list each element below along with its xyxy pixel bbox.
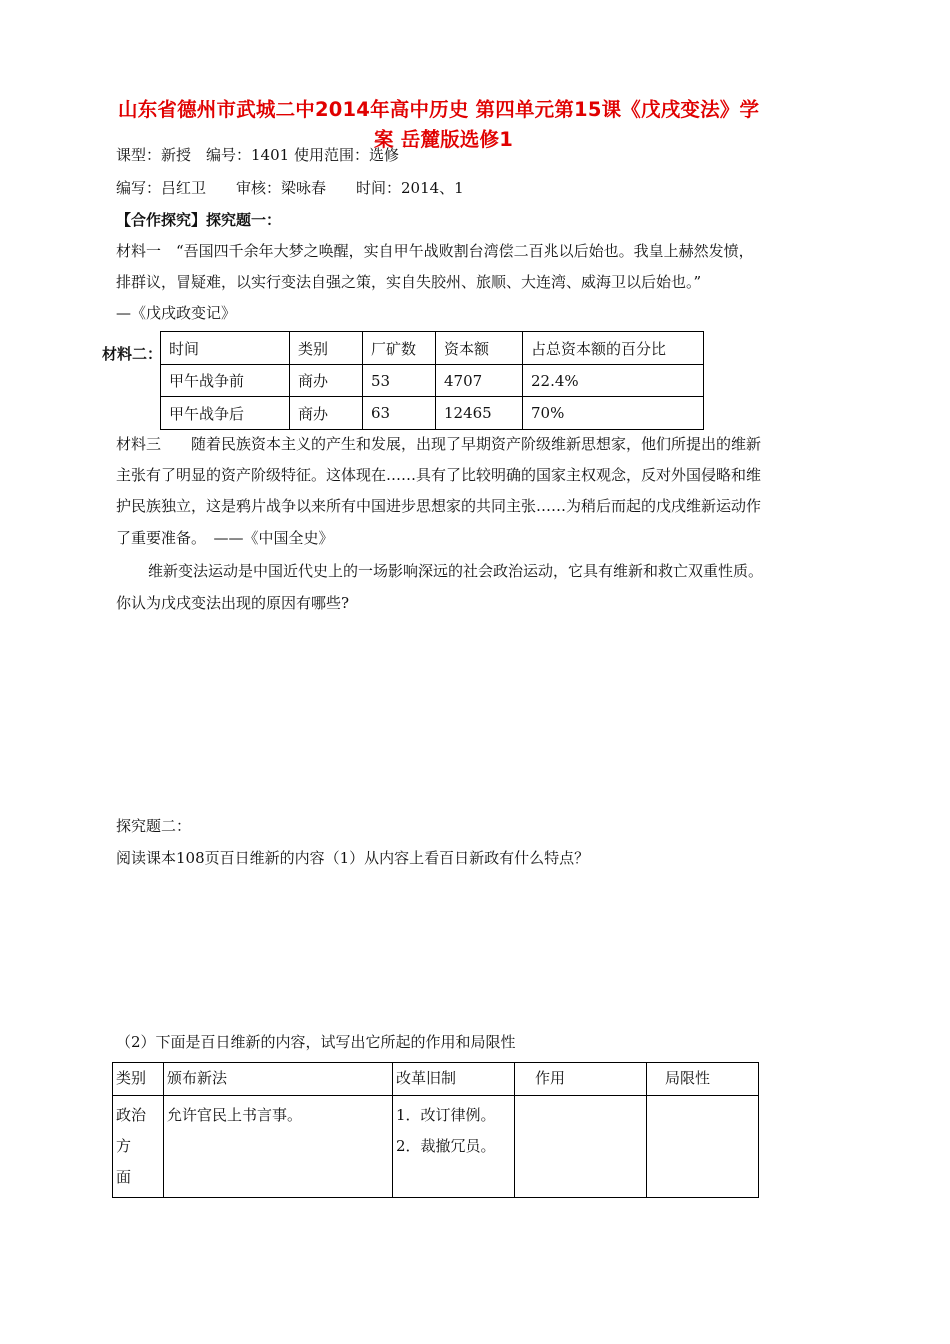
cell-category [113, 1096, 164, 1198]
reform-table [112, 1062, 759, 1198]
cell-limitation[interactable] [647, 1096, 759, 1198]
header-effect: 作用 [515, 1063, 647, 1096]
material3-line1: 材料三 随着民族资本主义的产生和发展，出现了早期资产阶级维新思想家，他们所提出的维新 [116, 435, 762, 453]
header-percentage: 占总资本额的百分比 [523, 332, 704, 365]
table-row [161, 365, 704, 397]
material3-line3: 护民族独立，这是鸦片战争以来所有中国进步思想家的共同主张……为稍后而起的戊戌维新运动作 [116, 497, 762, 515]
cell-category: 商办 [290, 365, 363, 397]
cell-capital: 4707 [436, 365, 523, 397]
question1-line1: 维新变法运动是中国近代史上的一场影响深远的社会政治运动，它具有维新和救亡双重性质。 [148, 562, 764, 580]
reform-item-1: 1．改订律例。 [396, 1106, 496, 1124]
material1-line1: 材料一 “吾国四千余年大梦之唤醒，实自甲午战败割台湾偿二百兆以后始也。我皇上赫然发愤， [116, 242, 754, 260]
material3-line4: 了重要准备。 ——《中国全史》 [116, 529, 334, 547]
header-category: 类别 [113, 1063, 164, 1096]
question2-heading: 探究题二： [116, 817, 192, 835]
question2-line1: 阅读课本108页百日维新的内容（1）从内容上看百日新政有什么特点？ [116, 849, 590, 867]
header-reform: 改革旧制 [393, 1063, 515, 1096]
header-category: 类别 [290, 332, 363, 365]
meta-line1: 课型：新授 编号：1401 使用范围：选修 [116, 146, 399, 164]
material1-line2: 排群议，冒疑难，以实行变法自强之策，实自失胶州、旅顺、大连湾、威海卫以后始也。” [116, 273, 702, 291]
reform-item-2: 2．裁撤冗员。 [396, 1137, 496, 1155]
header-time: 时间 [161, 332, 290, 365]
document-title-line1: 山东省德州市武城二中2014年高中历史 第四单元第15课《戊戌变法》学 [118, 98, 760, 121]
document-title-line2: 案 岳麓版选修1 [374, 128, 513, 151]
cell-time: 甲午战争前 [161, 365, 290, 397]
meta-line2: 编写：吕红卫 审核：梁咏春 时间：2014、1 [116, 179, 464, 197]
capital-table [160, 331, 704, 430]
table-row [161, 397, 704, 430]
cell-factory-count: 53 [363, 365, 436, 397]
header-capital: 资本额 [436, 332, 523, 365]
header-factory-count: 厂矿数 [363, 332, 436, 365]
material1-source: —《戊戌政变记》 [116, 304, 237, 322]
table-row [113, 1096, 759, 1198]
material2-label: 材料二： [102, 345, 163, 363]
question2-line2: （2）下面是百日维新的内容，试写出它所起的作用和局限性 [116, 1033, 516, 1051]
cell-new-law: 允许官民上书言事。 [164, 1096, 393, 1198]
category-line1: 政治方 [116, 1106, 147, 1155]
cell-effect[interactable] [515, 1096, 647, 1198]
cell-category: 商办 [290, 397, 363, 430]
header-new-law: 颁布新法 [164, 1063, 393, 1096]
section-heading: 【合作探究】探究题一： [116, 211, 282, 229]
material3-line2: 主张有了明显的资产阶级特征。这体现在……具有了比较明确的国家主权观念，反对外国侵略和维 [116, 466, 762, 484]
header-limitation: 局限性 [647, 1063, 759, 1096]
question1-line2: 你认为戊戌变法出现的原因有哪些? [116, 594, 350, 612]
cell-factory-count: 63 [363, 397, 436, 430]
category-line2: 面 [116, 1168, 132, 1186]
capital-table-header-row [161, 332, 704, 365]
cell-percentage: 70% [523, 397, 704, 430]
cell-reform [393, 1096, 515, 1198]
cell-time: 甲午战争后 [161, 397, 290, 430]
cell-percentage: 22.4% [523, 365, 704, 397]
cell-capital: 12465 [436, 397, 523, 430]
reform-table-header-row [113, 1063, 759, 1096]
